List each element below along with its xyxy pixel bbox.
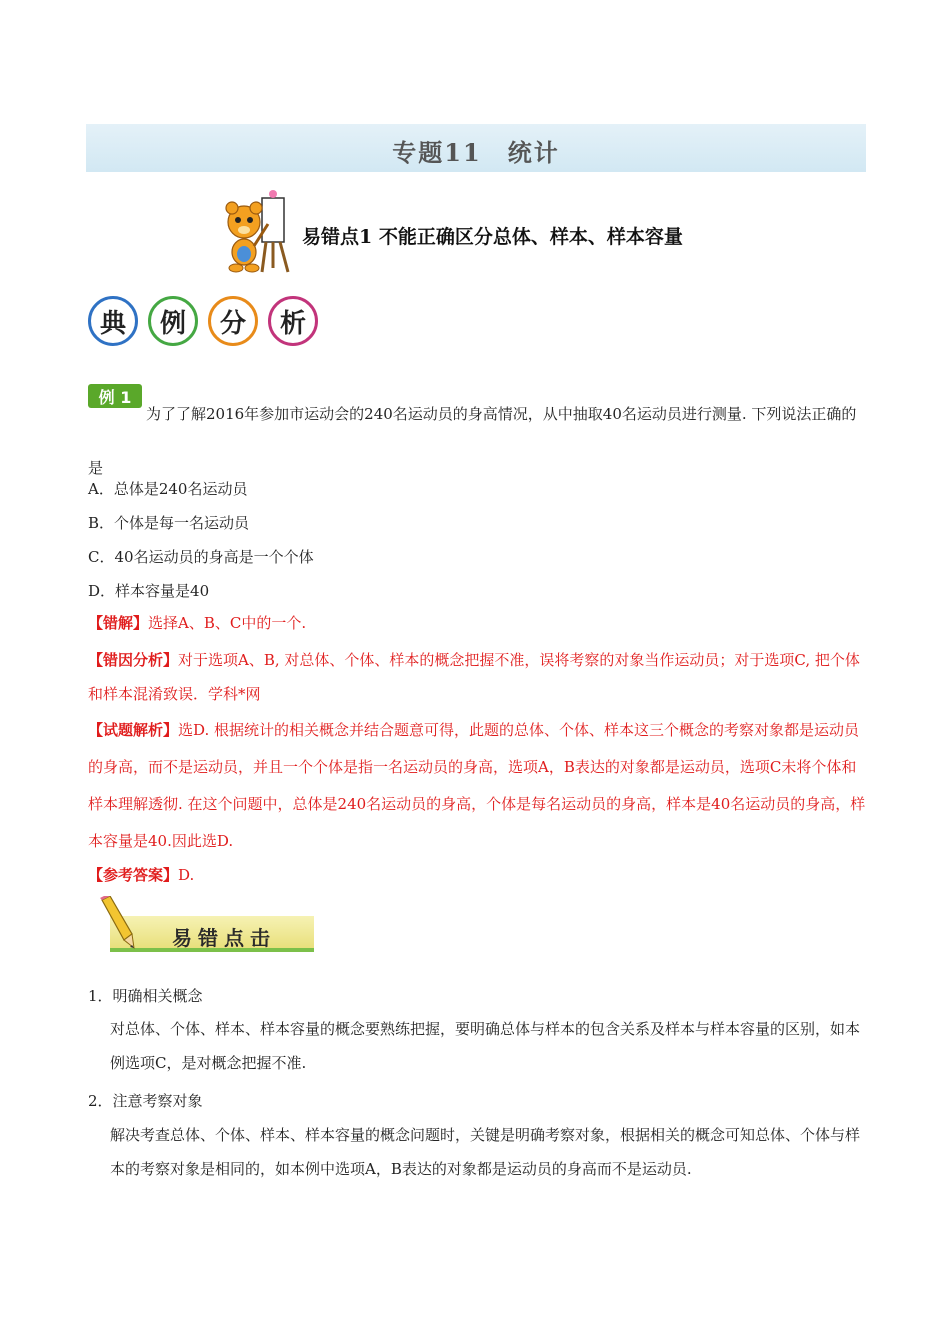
answer-label: 【参考答案】 (88, 866, 179, 884)
answer-text: D. (178, 866, 195, 884)
section-badge-char: 典 (88, 296, 138, 346)
section-badges-typical-examples (88, 296, 318, 350)
solution-text: 选D. 根据统计的相关概念并结合题意可得，此题的总体、个体、样本这三个概念的考察对象都是运动员的身高，而不是运动员，并且一个个体是指一名运动员的身高，选项A，B表达的对象都是运动员，选项C未将个体和样本理解透彻. 在这个问题中，总体是240名运动员的身高，个体是每名运动员的身高，样本是40名运动员的身高，样本容量是40.因此选D. (88, 721, 866, 850)
error-point-title: 易错点1 不能正确区分总体、样本、样本容量 (302, 226, 683, 248)
option-b: B．个体是每一名运动员 (88, 514, 250, 532)
section-badge-char: 例 (148, 296, 198, 346)
solution-analysis (88, 712, 866, 860)
option-a: A．总体是240名运动员 (88, 480, 248, 498)
tips-title: 易错点击 (172, 926, 276, 950)
wrong-solution-text: 选择A、B、C中的一个. (148, 614, 307, 632)
tip-point-1-head: 1．明确相关概念 (88, 987, 203, 1005)
solution-label: 【试题解析】 (88, 721, 179, 739)
section-badge-char: 析 (268, 296, 318, 346)
wrong-solution (88, 606, 866, 640)
option-c: C．40名运动员的身高是一个个体 (88, 548, 314, 566)
page-title: 专题11 统计 (392, 138, 560, 167)
pencil-icon (92, 896, 138, 952)
tip-point-1-body: 对总体、个体、样本、样本容量的概念要熟练把握，要明确总体与样本的包含关系及样本与样本容量的区别，如本例选项C，是对概念把握不准. (110, 1020, 861, 1072)
tip-point-2-body: 解决考查总体、个体、样本、样本容量的概念问题时，关键是明确考察对象，根据相关的概念可知总体、个体与样本的考察对象是相同的，如本例中选项A，B表达的对象都是运动员的身高而不是运动员. (110, 1126, 861, 1178)
error-cause-text: 对于选项A、B, 对总体、个体、样本的概念把握不准，误将考察的对象当作运动员；对于选项C, 把个体和样本混淆致误．学科*网 (88, 651, 860, 703)
question-body: 为了了解2016年参加市运动会的240名运动员的身高情况，从中抽取40名运动员进行测量. 下列说法正确的是 (88, 405, 857, 477)
reference-answer (88, 858, 866, 892)
option-d: D．样本容量是40 (88, 582, 210, 600)
error-cause-analysis (88, 643, 866, 711)
tips-banner (92, 896, 314, 954)
example-badge: 例 1 (88, 384, 142, 408)
section-badge-char: 分 (208, 296, 258, 346)
tip-point-2-head: 2．注意考察对象 (88, 1092, 203, 1110)
mascot-easel-icon (222, 188, 298, 274)
wrong-solution-label: 【错解】 (88, 614, 149, 632)
title-banner (86, 124, 866, 172)
error-cause-label: 【错因分析】 (88, 651, 179, 669)
